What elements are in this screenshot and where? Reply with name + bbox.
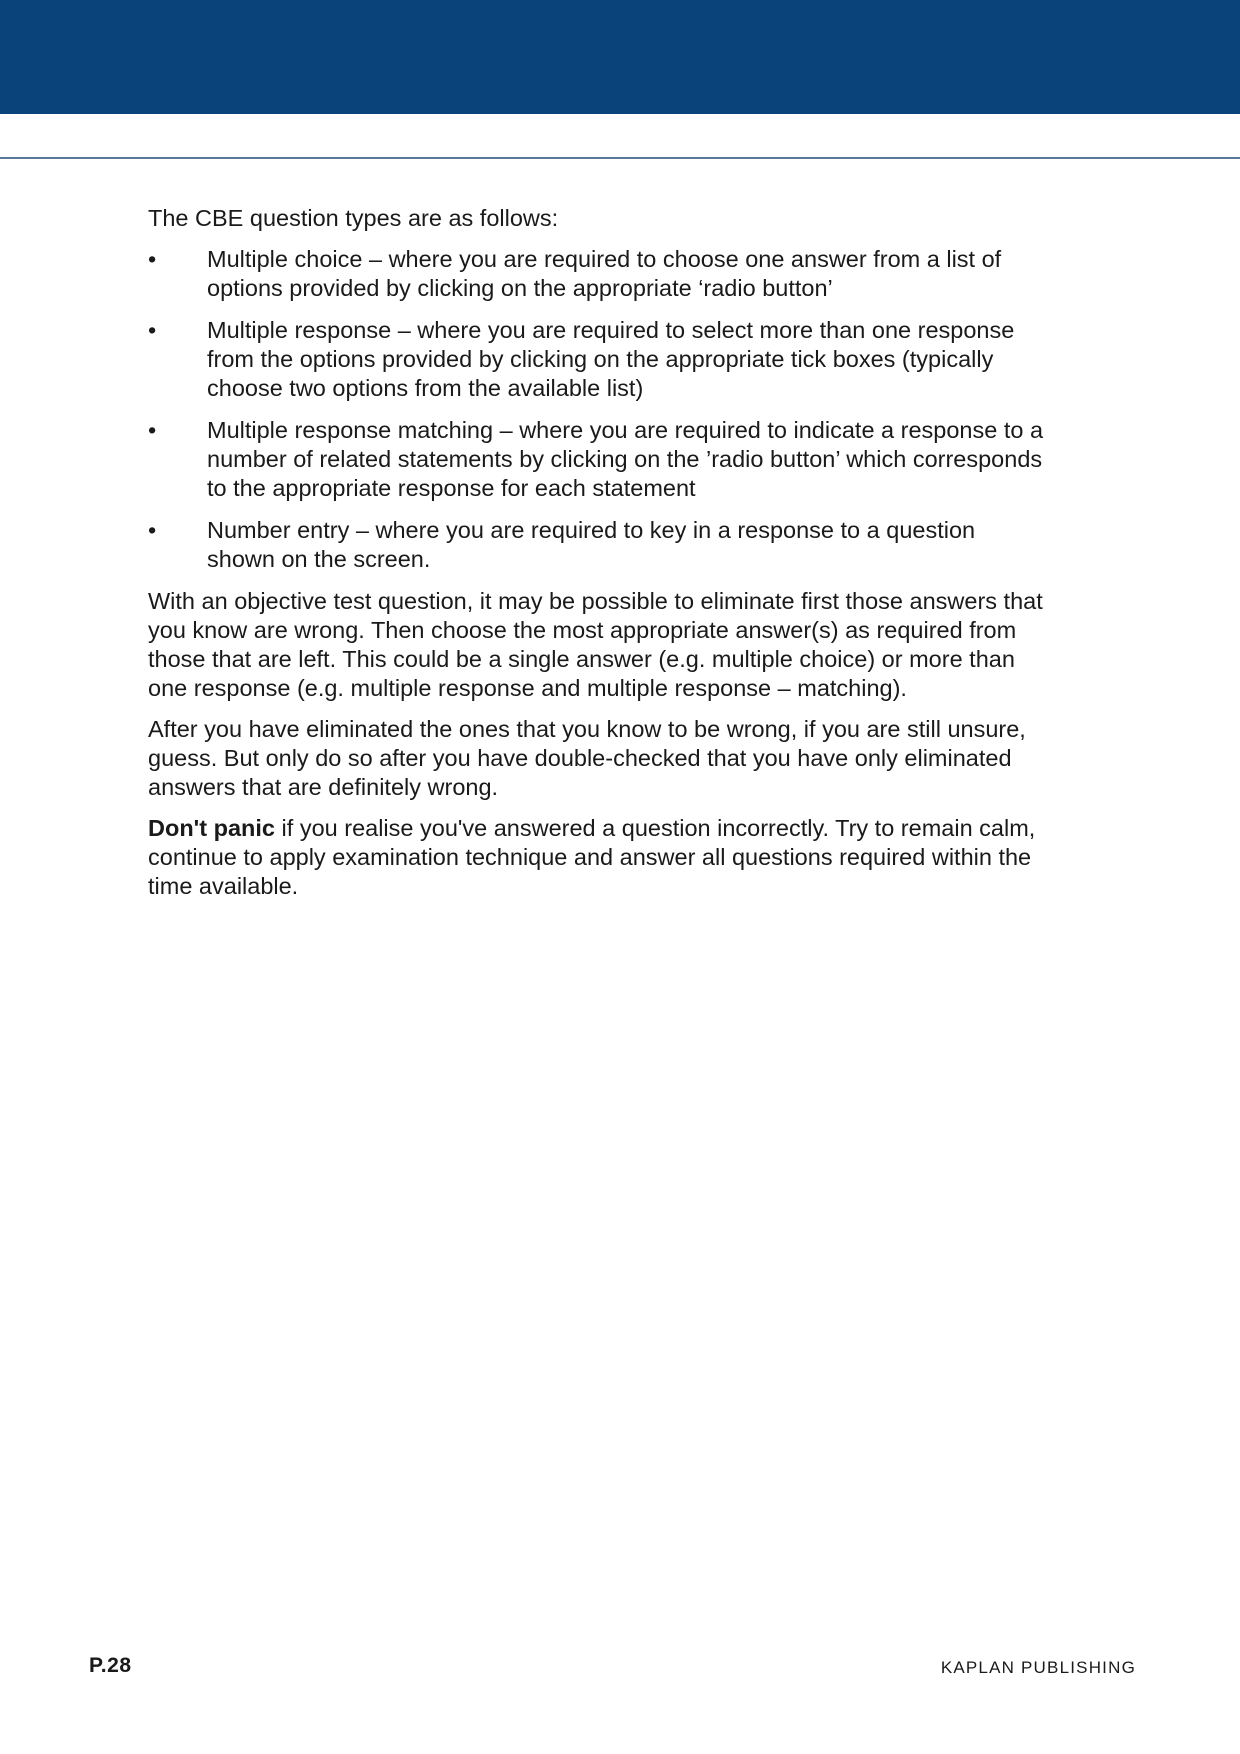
paragraph-dont-panic [148,814,1048,901]
paragraph-elimination: With an objective test question, it may be possible to eliminate first those answers that you know are wrong. Then choose the most appropriate answer(s) as required from those that are left. This could be a single answer (e.g. multiple choice) or more than one response (e.g. multiple response and multiple response – matching). [148,588,1043,701]
intro-text: The CBE question types are as follows: [148,205,559,231]
bullet-icon: • [148,417,157,443]
list-item [148,245,1048,303]
header-rule [0,157,1240,159]
bullet-icon: • [148,317,157,343]
list-item-text: Multiple choice – where you are required to choose one answer from a list of options provided by clicking on the appropriate ‘radio button’ [207,246,1002,301]
paragraph-guessing: After you have eliminated the ones that you know to be wrong, if you are still unsure, guess. But only do so after you have double-checked that you have only eliminated answers that are definitely wrong. [148,716,1026,800]
page-number: P.28 [89,1654,132,1677]
bullet-icon: • [148,246,157,272]
dont-panic-lead: Don't panic [148,815,276,841]
list-item [148,316,1048,403]
list-item-text: Multiple response matching – where you are required to indicate a response to a number of related statements by clicking on the ’radio button’ which corresponds to the appropriate response for each statement [207,417,1044,501]
list-item-text: Number entry – where you are required to key in a response to a question shown on the screen. [207,517,976,572]
publisher-name: KAPLAN PUBLISHING [940,1658,1136,1677]
list-item [148,516,1048,574]
list-item [148,416,1048,503]
header-band [0,0,1240,114]
page-content [148,204,1048,913]
list-item-text: Multiple response – where you are required to select more than one response from the options provided by clicking on the appropriate tick boxes (typically choose two options from the available list) [207,317,1015,401]
bullet-icon: • [148,517,157,543]
question-types-list [148,245,1048,574]
dont-panic-rest: if you realise you've answered a question incorrectly. Try to remain calm, continue to apply examination technique and answer all questions required within the time available. [148,815,1036,899]
